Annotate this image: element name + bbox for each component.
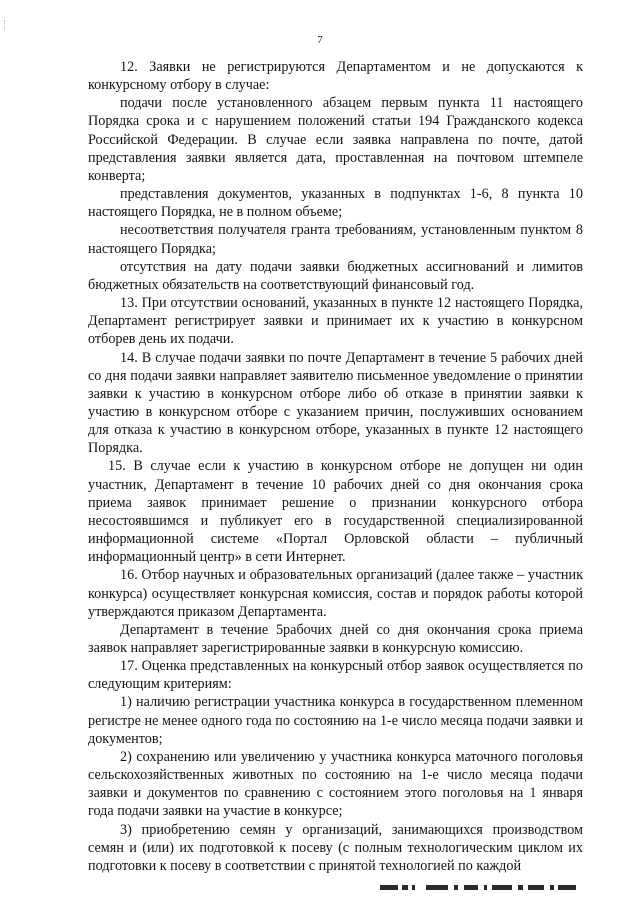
criterion-1: 1) наличию регистрации участника конкурса в государственном племенном регистре не менее одного года по состоянию на 1-е число месяца подачи заявки и документов; [88, 694, 583, 747]
criterion-2: 2) сохранению или увеличению у участника конкурса маточного поголовья сельскохозяйственных животных по состоянию на 1-е число месяца подачи заявки и документов по сравнению с состоянием этого поголовья на 1 января года подачи заявки на участие в конкурсе; [88, 748, 583, 820]
paragraph-12-item-2: представления документов, указанных в подпунктах 1-6, 8 пункта 10 настоящего Порядка, не в полном объеме; [88, 186, 583, 221]
paragraph-14: 14. В случае подачи заявки по почте Департамент в течение 5 рабочих дней со дня подачи заявки направляет заявителю письменное уведомление о принятии заявки к участию в конкурсном отборе либо об отказе в принятии заявки к участию в конкурсном отборе с указанием причин, послуживших основанием для отказа к участию в конкурсном отборе, указанных в пункте 12 настоящего Порядка. [88, 349, 583, 457]
paragraph-12-item-4: отсутствия на дату подачи заявки бюджетных ассигнований и лимитов бюджетных обязательств на соответствующий финансовый год. [88, 258, 583, 293]
paragraph-12: 12. Заявки не регистрируются Департаментом и не допускаются к конкурсному отбору в случае: [88, 59, 583, 94]
paragraph-13: 13. При отсутствии оснований, указанных в пункте 12 настоящего Порядка, Департамент регистрирует заявки и принимает их к участию в конкурсном отборев день их подачи. [88, 295, 583, 348]
paragraph-12-item-3: несоответствия получателя гранта требованиям, установленным пунктом 8 настоящего Порядка; [88, 222, 583, 257]
scan-artifact [4, 20, 13, 30]
paragraph-16-addendum: Департамент в течение 5рабочих дней со дня окончания срока приема заявок направляет зарегистрированные заявки в конкурсную комиссию. [88, 621, 583, 656]
paragraph-17: 17. Оценка представленных на конкурсный отбор заявок осуществляется по следующим критериям: [88, 658, 583, 693]
page-number: 7 [317, 34, 323, 46]
paragraph-16: 16. Отбор научных и образовательных организаций (далее также – участник конкурса) осуществляет конкурсная комиссия, состав и порядок работы которой утверждаются приказом Департамента. [88, 567, 583, 620]
scan-barcode-artifact [380, 885, 580, 895]
paragraph-15: 15. В случае если к участию в конкурсном отборе не допущен ни один участник, Департамент в течение 10 рабочих дней со дня окончания срока приема заявок принимает решение о признании конкурсного отбора несостоявшимся и публикует его в государственной специализированной информационной системе «Портал Орловской области – публичный информационный центр» в сети Интернет. [88, 458, 583, 566]
document-body [88, 58, 583, 875]
criterion-3: 3) приобретению семян у организаций, занимающихся производством семян и (или) их подготовкой к посеву (с полным технологическим циклом их подготовки к посеву в соответствии с принятой технологией по каждой [88, 821, 583, 874]
paragraph-12-item-1: подачи после установленного абзацем первым пункта 11 настоящего Порядка срока и с нарушением положений статьи 194 Гражданского кодекса Российской Федерации. В случае если заявка направлена по почте, датой представления заявки является дата, проставленная на почтовом штемпеле конверта; [88, 95, 583, 184]
